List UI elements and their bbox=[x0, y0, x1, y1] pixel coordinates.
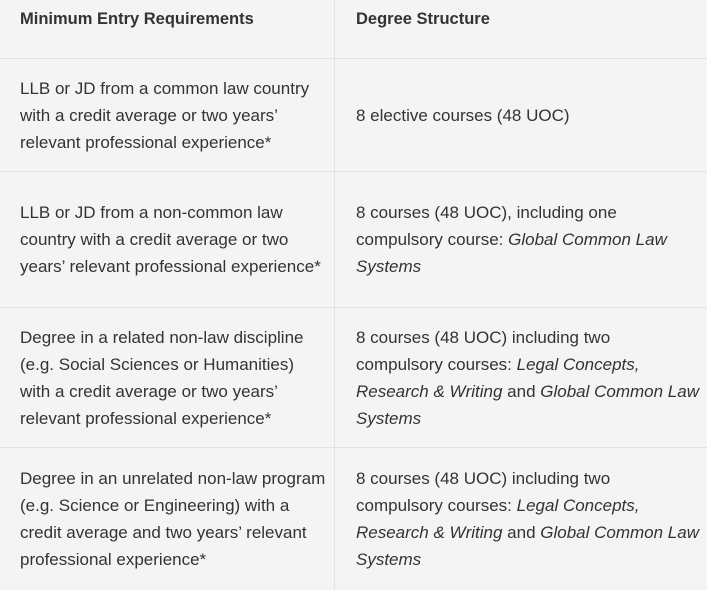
table-row bbox=[0, 172, 707, 308]
header-label-requirements: Minimum Entry Requirements bbox=[20, 10, 254, 28]
structure-cell bbox=[335, 59, 707, 171]
requirement-text: Degree in an unrelated non-law program (e.g. Science or Engineering) with a credit average and two years’ relevant professional experience* bbox=[20, 469, 326, 569]
requirement-text: LLB or JD from a common law country with a credit average or two years’ relevant professional experience* bbox=[20, 78, 310, 152]
course-name: Global Common Law Systems bbox=[356, 523, 699, 569]
header-cell-structure bbox=[335, 0, 707, 58]
table-row bbox=[0, 308, 707, 448]
requirement-cell bbox=[0, 59, 335, 171]
course-name: Legal Concepts, Research & Writing bbox=[356, 496, 640, 542]
structure-cell bbox=[335, 448, 707, 590]
requirement-text: LLB or JD from a non-common law country with a credit average or two years’ relevant professional experience* bbox=[20, 203, 321, 276]
table-row bbox=[0, 448, 707, 590]
requirement-text: Degree in a related non-law discipline (e.g. Social Sciences or Humanities) with a credit average or two years’ relevant professional experience* bbox=[20, 327, 304, 428]
table-header-row bbox=[0, 0, 707, 59]
header-cell-requirements bbox=[0, 0, 335, 58]
course-name: Legal Concepts, Research & Writing bbox=[356, 354, 640, 401]
header-label-structure: Degree Structure bbox=[356, 10, 490, 28]
structure-cell bbox=[335, 308, 707, 447]
structure-prefix: 8 courses (48 UOC) including two compulsory courses: bbox=[356, 327, 611, 374]
structure-text: 8 elective courses (48 UOC) bbox=[356, 105, 570, 125]
requirement-cell bbox=[0, 172, 335, 307]
structure-text bbox=[356, 465, 699, 573]
requirement-cell bbox=[0, 448, 335, 590]
course-name: Global Common Law Systems bbox=[356, 230, 667, 276]
structure-prefix: 8 courses (48 UOC) including two compulsory courses: bbox=[356, 469, 611, 515]
structure-text bbox=[356, 324, 699, 432]
requirement-cell bbox=[0, 308, 335, 447]
conjunction: and bbox=[502, 523, 541, 542]
conjunction: and bbox=[502, 381, 541, 401]
course-name: Global Common Law Systems bbox=[356, 381, 699, 428]
structure-text bbox=[356, 199, 699, 280]
structure-cell bbox=[335, 172, 707, 307]
table-row bbox=[0, 59, 707, 172]
structure-prefix: 8 courses (48 UOC), including one compulsory course: bbox=[356, 203, 617, 249]
